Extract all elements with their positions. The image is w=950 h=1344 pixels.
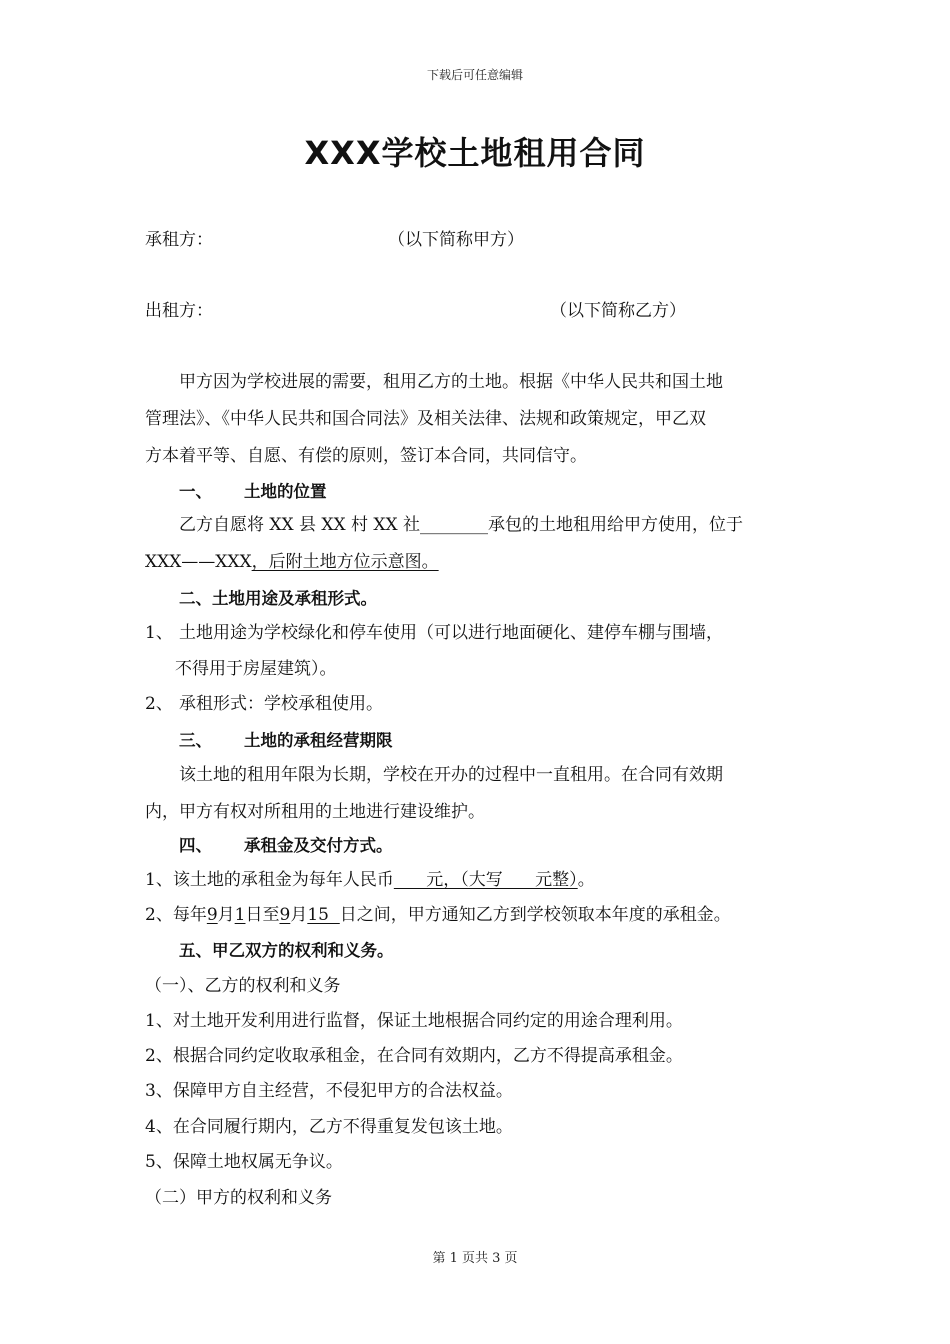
page-title: XXX学校土地租用合同: [304, 134, 646, 172]
section-5-title: 五、甲乙双方的权利和义务。: [179, 941, 394, 960]
item-number: 1、: [145, 623, 173, 643]
lessee-label: 承租方：: [145, 230, 213, 250]
amount-field: 元，（大写 元整）: [393, 870, 578, 890]
text-run: 1、该土地的承租金为每年人民币: [145, 870, 394, 890]
section-2-item-1-line-2: 不得用于房屋建筑）。: [175, 659, 337, 679]
section-3-paragraph-2: 内，甲方有权对所租用的土地进行建设维护。: [145, 802, 485, 822]
text-run: 月: [290, 905, 308, 925]
text-run: 日至: [245, 905, 280, 925]
text-run: 月: [217, 905, 235, 925]
lessor-label: 出租方：: [145, 301, 213, 321]
page-footer: 第 1 页共 3 页: [432, 1251, 518, 1266]
list-item: 2、根据合同约定收取承租金，在合同有效期内，乙方不得提高承租金。: [145, 1046, 683, 1066]
text-run: XXX——XXX: [145, 552, 252, 572]
text-run: 。: [577, 870, 595, 890]
lessor-note: （以下简称乙方）: [550, 301, 686, 321]
section-2-title: 二、土地用途及承租形式。: [179, 589, 377, 608]
text-run: 2、每年: [145, 905, 207, 925]
list-item: 3、保障甲方自主经营，不侵犯甲方的合法权益。: [145, 1081, 513, 1101]
list-item: 5、保障土地权属无争议。: [145, 1152, 343, 1172]
underlined-text: ，后附土地方位示意图。: [251, 552, 439, 572]
section-1-paragraph-2: [145, 551, 439, 573]
intro-line-1: 甲方因为学校进展的需要，租用乙方的土地。根据《中华人民共和国土地: [179, 372, 723, 392]
section-3-title: 土地的承租经营期限: [244, 731, 393, 750]
intro-line-2: 管理法》、《中华人民共和国合同法》及相关法律、法规和政策规定，甲乙双: [145, 409, 706, 429]
section-4-title: 承租金及交付方式。: [244, 836, 393, 855]
page-header: 下载后可任意编辑: [426, 68, 523, 82]
day-field: 1: [234, 905, 246, 925]
section-1-paragraph-1: [179, 514, 743, 536]
section-3-paragraph-1: 该土地的租用年限为长期，学校在开办的过程中一直租用。在合同有效期: [179, 765, 723, 785]
section-4-number: 四、: [179, 836, 212, 855]
section-2-item-1-line-1: 土地用途为学校绿化和停车使用（可以进行地面硬化、建停车棚与围墙，: [179, 623, 723, 643]
list-item: 1、对土地开发利用进行监督，保证土地根据合同约定的用途合理利用。: [145, 1011, 683, 1031]
text-run: 乙方自愿将 XX 县 XX 村 XX 社: [179, 515, 421, 535]
section-1-number: 一、: [179, 482, 212, 501]
intro-line-3: 方本着平等、自愿、有偿的原则，签订本合同，共同信守。: [145, 446, 587, 466]
section-3-number: 三、: [179, 731, 212, 750]
day-field: 15: [307, 905, 340, 925]
blank-field: ________: [420, 515, 489, 535]
item-number: 2、: [145, 694, 173, 714]
section-5-subheading-1: （一）、乙方的权利和义务: [145, 976, 341, 996]
section-2-item-2: 承租形式：学校承租使用。: [179, 694, 383, 714]
lessee-note: （以下简称甲方）: [388, 230, 524, 250]
month-field: 9: [206, 905, 218, 925]
section-5-subheading-2: （二）甲方的权利和义务: [145, 1188, 332, 1208]
list-item: 4、在合同履行期内，乙方不得重复发包该土地。: [145, 1117, 513, 1137]
month-field: 9: [279, 905, 291, 925]
section-4-item-2: [145, 904, 731, 926]
section-4-item-1: [145, 869, 595, 891]
text-run: 日之间，甲方通知乙方到学校领取本年度的承租金。: [339, 905, 731, 925]
section-1-title: 土地的位置: [244, 482, 327, 501]
text-run: 承包的土地租用给甲方使用，位于: [488, 515, 744, 535]
